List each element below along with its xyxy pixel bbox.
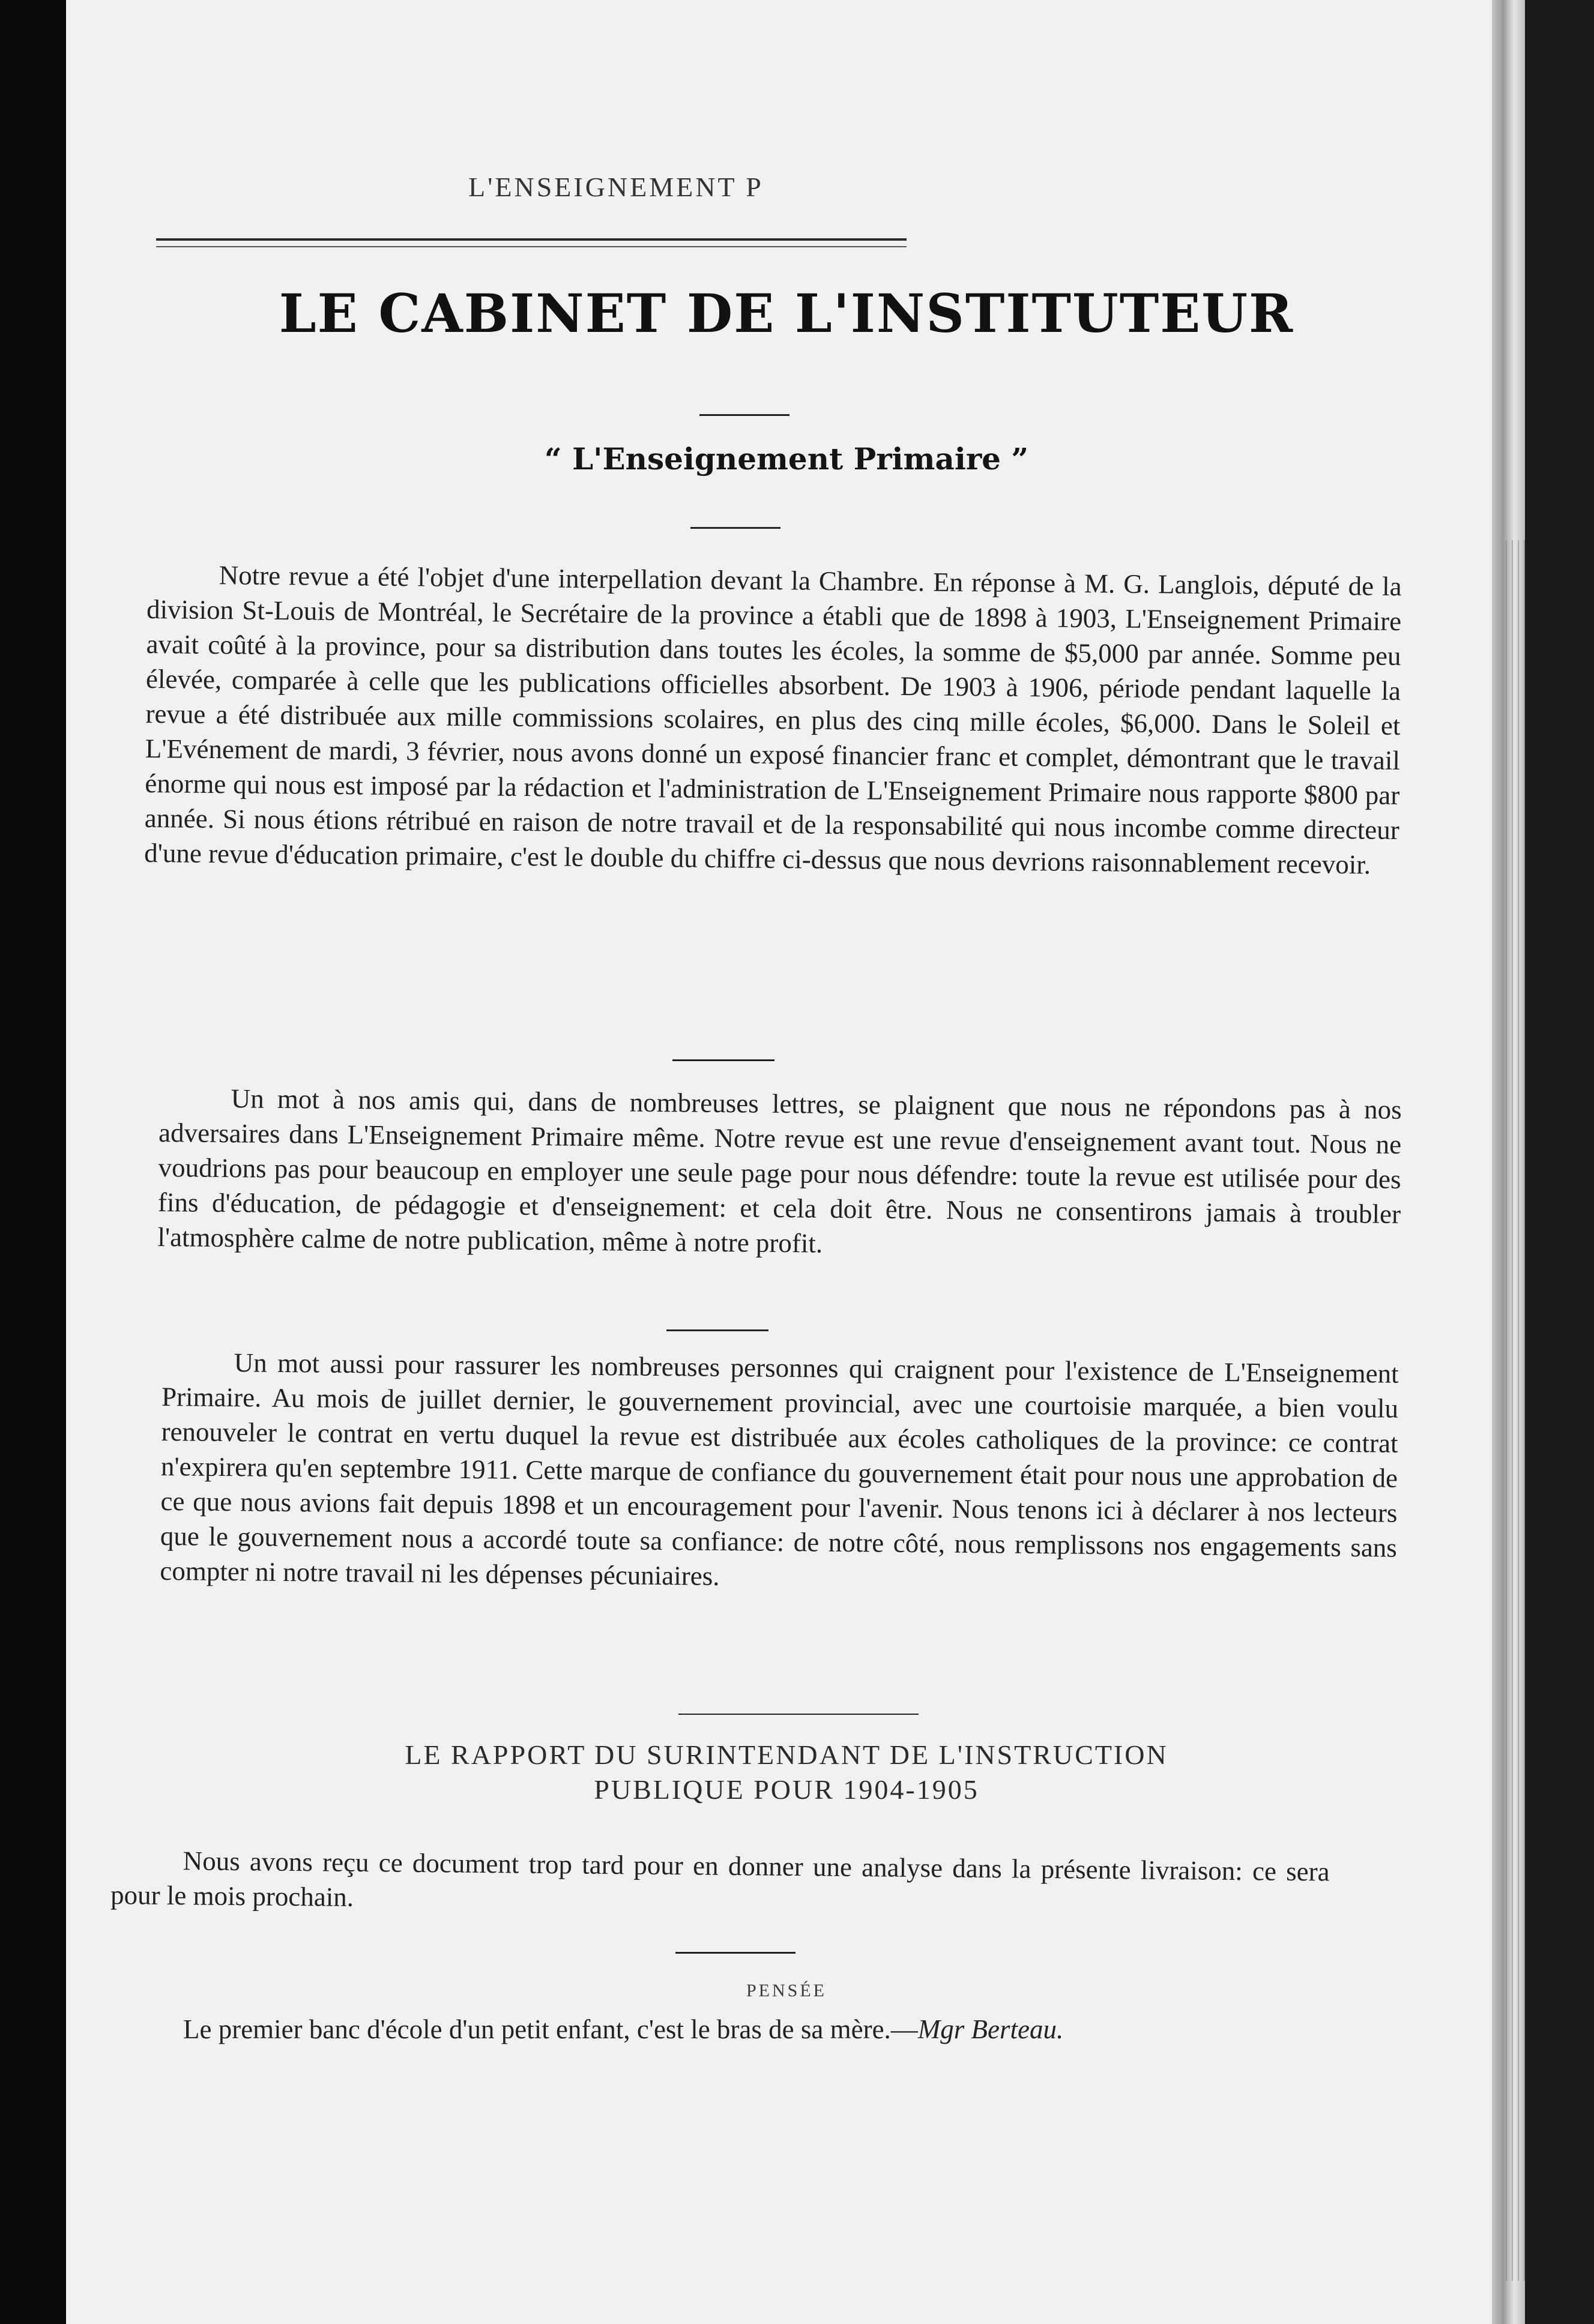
pensee-label: PENSÉE	[746, 1981, 827, 2000]
adjacent-page-text-lines	[1501, 540, 1525, 2281]
section-divider	[678, 1714, 919, 1715]
paragraph-rapport	[110, 1843, 1330, 1924]
title-divider	[699, 414, 789, 416]
pensee-text: Le premier banc d'école d'un petit enfant, c'est le bras de sa mère.—	[183, 2014, 918, 2044]
paragraph-amis	[157, 1080, 1402, 1266]
running-head: L'ENSEIGNEMENT P	[468, 172, 764, 202]
article-subtitle: “ L'Enseignement Primaire ”	[544, 441, 1029, 477]
pensee-author: Mgr Berteau.	[917, 2014, 1064, 2044]
page-title: LE CABINET DE L'INSTITUTEUR	[279, 282, 1294, 345]
paragraph-text: Notre revue a été l'objet d'une interpellation devant la Chambre. En réponse à M. G. Langlois, député de la division St-Louis de Montréal, le Secrétaire de la province a établi que de 1898 à 1903, L'Enseignement Primaire avait coûté à la province, pour sa distribution dans toutes les écoles, la somme de $5,000 par année. Somme peu élevée, comparée à celle que les publications officielles absorbent. De 1903 à 1906, période pendant laquelle la revue a été distribuée aux mille commissions scolaires, en plus des cinq mille écoles, $6,000. Dans le Soleil et L'Evénement de mardi, 3 février, nous avons donné un exposé financier franc et complet, démontrant que le travail énorme qui nous est imposé par la rédaction et l'administration de L'Enseignement Primaire nous rapporte $800 par année. Si nous étions rétribué en raison de notre travail et de la responsabilité qui nous incombe comme directeur d'une revue d'éducation primaire, c'est le double du chiffre ci-dessus que nous devrions raisonnablement recevoir.	[144, 560, 1402, 880]
pensee-quote	[183, 2014, 1384, 2045]
paragraph-contrat	[160, 1344, 1399, 1600]
section-heading-line-1: LE RAPPORT DU SURINTENDANT DE L'INSTRUCTION	[405, 1739, 1168, 1770]
section-heading	[246, 1738, 1327, 1807]
paragraph-text: Un mot à nos amis qui, dans de nombreuses lettres, se plaignent que nous ne répondons pas à nos adversaires dans L'Enseignement Primaire même. Notre revue est une revue d'enseignement avant tout. Nous ne voudrions pas pour beaucoup en employer une seule page pour nous défendre: toute la revue est utilisée pour des fins d'éducation, de pédagogie et d'enseignement: et cela doit être. Nous ne consentirons jamais à troubler l'atmosphère calme de notre publication, même à notre profit.	[157, 1083, 1402, 1259]
section-divider	[675, 1952, 795, 1954]
scan-border-right	[1522, 0, 1594, 2324]
document-page	[66, 0, 1492, 2324]
paragraph-text: Nous avons reçu ce document trop tard pour en donner une analyse dans la présente livraison: ce sera pour le mois prochain.	[110, 1846, 1330, 1912]
section-heading-line-2: PUBLIQUE POUR 1904-1905	[594, 1774, 979, 1805]
section-divider	[666, 1329, 768, 1331]
paragraph-interpellation	[144, 557, 1402, 882]
header-rule	[156, 238, 907, 247]
paragraph-text: Un mot aussi pour rassurer les nombreuses personnes qui craignent pour l'existence de L'Enseignement Primaire. Au mois de juillet dernier, le gouvernement provincial, avec une courtoisie marquée, a bien voulu renouveler le contrat en vertu duquel la revue est distribuée aux écoles catholiques de la province: ce contrat n'expirera qu'en septembre 1911. Cette marque de confiance du gouvernement était pour nous une approbation de ce que nous avions fait depuis 1898 et un encouragement pour l'avenir. Nous tenons ici à déclarer à nos lecteurs que le gouvernement nous a accordé toute sa confiance: de notre côté, nous remplissons nos engagements sans compter ni notre travail ni les dépenses pécuniaires.	[160, 1347, 1399, 1591]
scan-border-left	[0, 0, 66, 2324]
section-divider	[672, 1059, 774, 1061]
subtitle-divider	[690, 527, 780, 529]
